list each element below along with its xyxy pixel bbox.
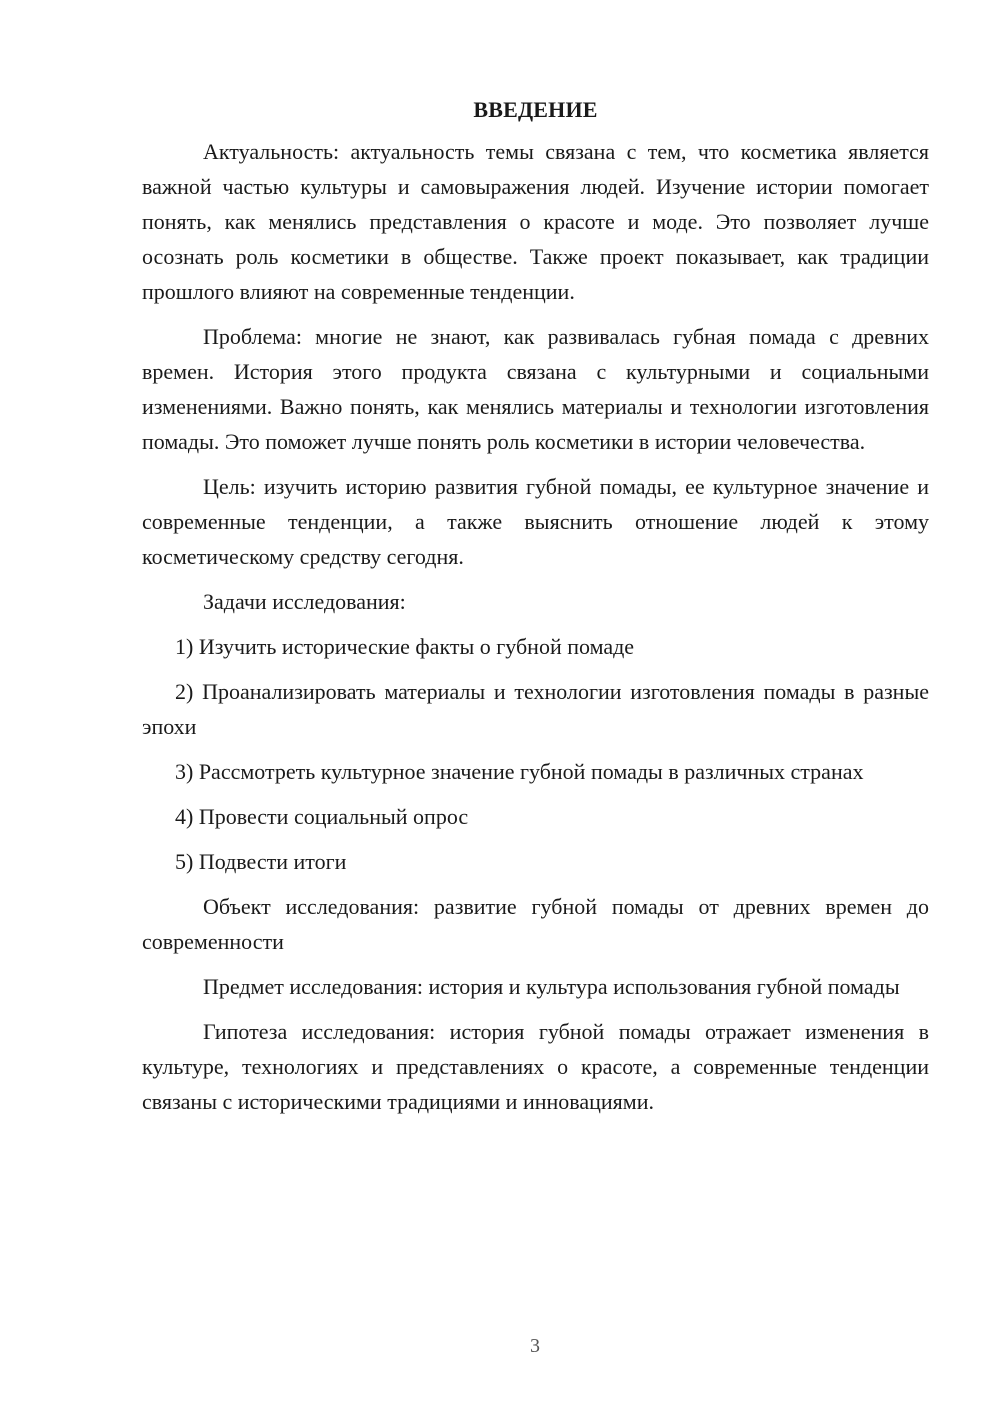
task-item: 5) Подвести итоги [175, 849, 347, 874]
subject-paragraph: Предмет исследования: история и культура использования губной помады [203, 974, 900, 999]
document-page [142, 92, 929, 1129]
problem-paragraph: Проблема: многие не знают, как развивалась губная помада с древних времен. История этого продукта связана с культурными и социальными изменениями. Важно понять, как менялись материалы и технологии изготовления помады. Это поможет лучше понять роль косметики в истории человечества. [142, 324, 929, 454]
object-paragraph: Объект исследования: развитие губной помады от древних времен до современности [142, 894, 929, 954]
goal-paragraph: Цель: изучить историю развития губной помады, ее культурное значение и современные тенденции, а также выяснить отношение людей к этому косметическому средству сегодня. [142, 474, 929, 569]
relevance-paragraph: Актуальность: актуальность темы связана с тем, что косметика является важной частью культуры и самовыражения людей. Изучение истории помогает понять, как менялись представления о красоте и моде. Это позволяет лучше осознать роль косметики в обществе. Также проект показывает, как традиции прошлого влияют на современные тенденции. [142, 139, 929, 304]
section-title: ВВЕДЕНИЕ [473, 97, 598, 122]
hypothesis-paragraph: Гипотеза исследования: история губной помады отражает изменения в культуре, технологиях и представлениях о красоте, а современные тенденции связаны с историческими традициями и инновациями. [142, 1019, 929, 1114]
task-item: 2) Проанализировать материалы и технологии изготовления помады в разные эпохи [142, 679, 929, 739]
tasks-heading: Задачи исследования: [203, 589, 406, 614]
task-item: 1) Изучить исторические факты о губной помаде [175, 634, 635, 659]
task-item: 3) Рассмотреть культурное значение губной помады в различных странах [175, 759, 864, 784]
page-number: 3 [530, 1335, 540, 1357]
task-item: 4) Провести социальный опрос [175, 804, 469, 829]
